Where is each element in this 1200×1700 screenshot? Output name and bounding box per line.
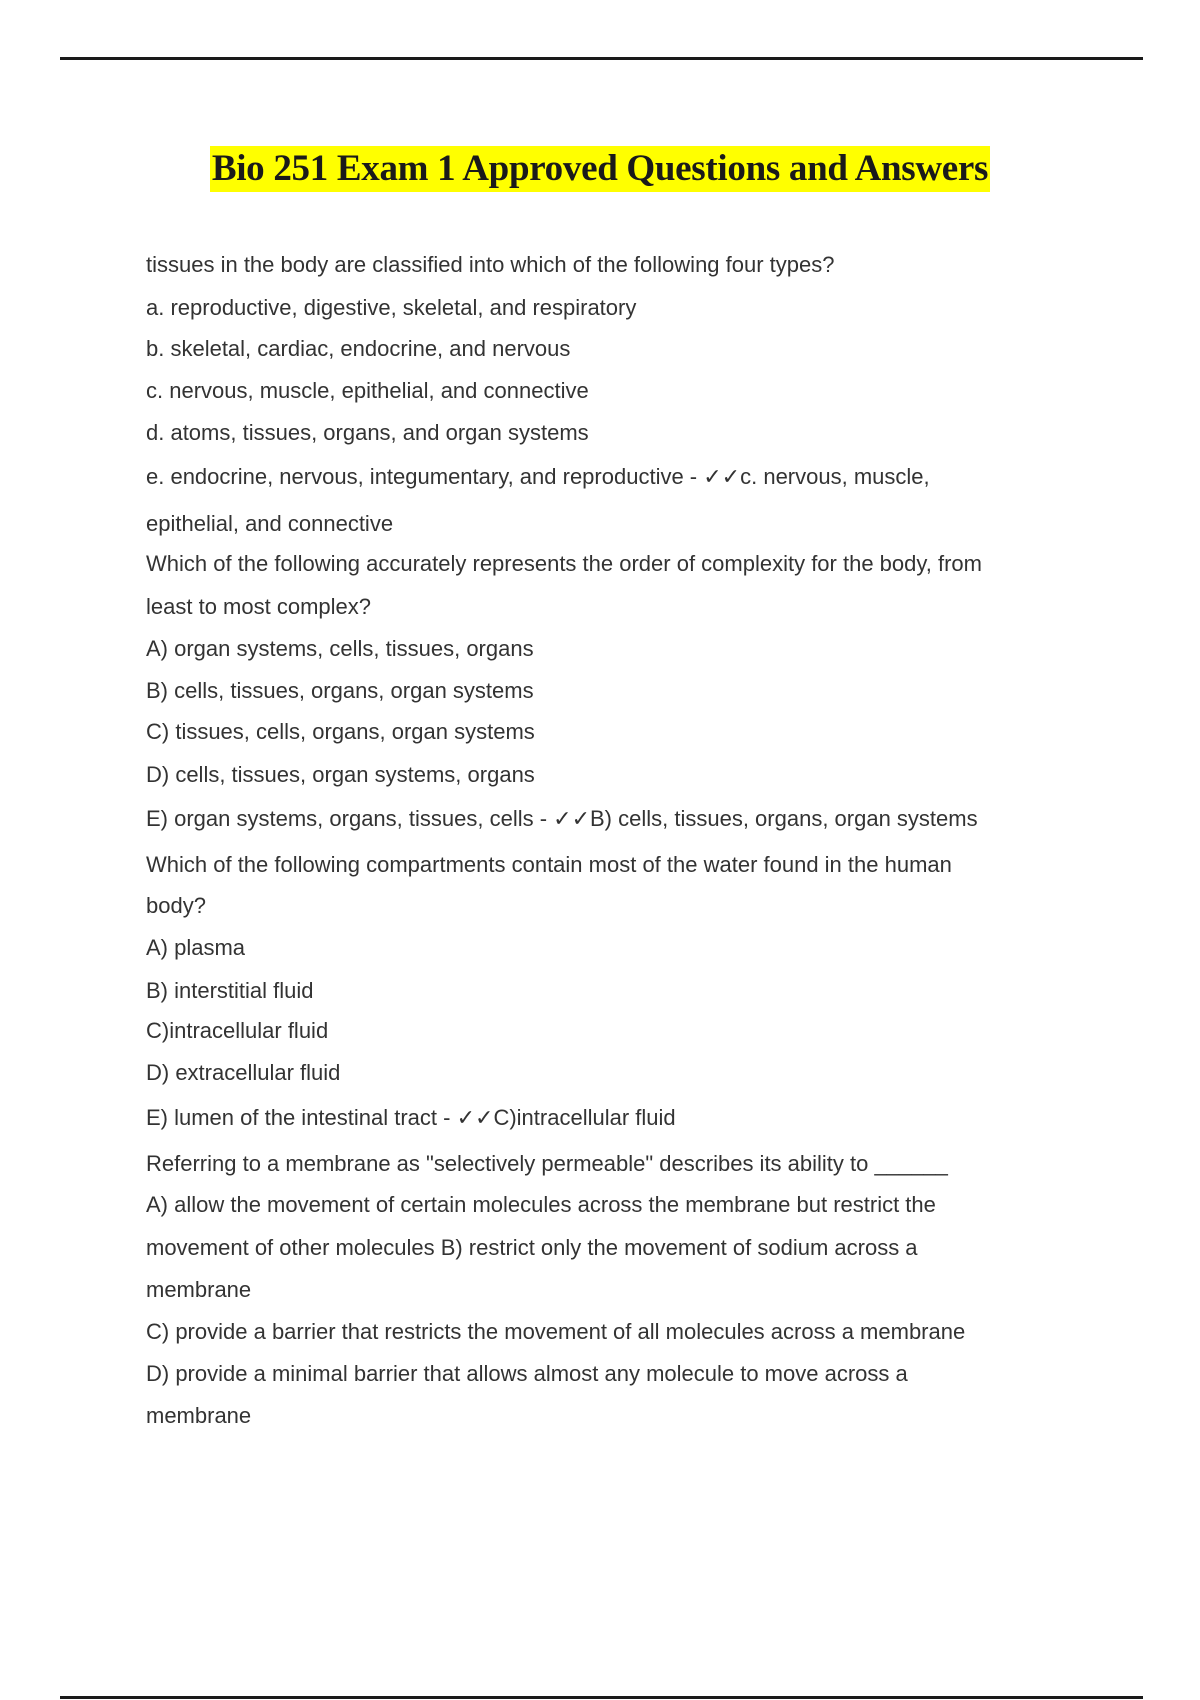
answer-option-with-answer: E) organ systems, organs, tissues, cells - ✓✓B) cells, tissues, organs, organ systems [146,806,978,831]
question-text: body? [146,893,206,918]
answer-option: membrane [146,1277,252,1302]
question-text: Which of the following accurately represents the order of complexity for the body, from [146,551,982,576]
page-title: Bio 251 Exam 1 Approved Questions and Answers [210,146,990,192]
answer-option: C) provide a barrier that restricts the movement of all molecules across a membrane [146,1319,966,1344]
answer-option: B) interstitial fluid [146,978,314,1003]
question-text: Which of the following compartments contain most of the water found in the human [146,852,952,877]
answer-option: a. reproductive, digestive, skeletal, and respiratory [146,295,637,320]
answer-option: A) allow the movement of certain molecules across the membrane but restrict the [146,1192,936,1217]
answer-text: epithelial, and connective [146,511,394,536]
bottom-divider [60,1696,1143,1699]
answer-option: membrane [146,1403,252,1428]
question-text: tissues in the body are classified into which of the following four types? [146,252,835,277]
answer-option: D) cells, tissues, organ systems, organs [146,762,535,787]
question-text: least to most complex? [146,594,371,619]
answer-option: D) extracellular fluid [146,1060,341,1085]
answer-option: D) provide a minimal barrier that allows almost any molecule to move across a [146,1361,908,1386]
title-container [0,146,1200,192]
answer-option: b. skeletal, cardiac, endocrine, and nervous [146,336,571,361]
answer-option: B) cells, tissues, organs, organ systems [146,678,534,703]
answer-option-with-answer: E) lumen of the intestinal tract - ✓✓C)intracellular fluid [146,1105,676,1130]
answer-option: A) organ systems, cells, tissues, organs [146,636,534,661]
answer-option: d. atoms, tissues, organs, and organ systems [146,420,589,445]
top-divider [60,57,1143,60]
answer-option: C)intracellular fluid [146,1018,329,1043]
answer-option: c. nervous, muscle, epithelial, and connective [146,378,589,403]
answer-option: A) plasma [146,935,246,960]
answer-option: C) tissues, cells, organs, organ systems [146,719,535,744]
answer-option: movement of other molecules B) restrict only the movement of sodium across a [146,1235,918,1260]
question-text: Referring to a membrane as "selectively permeable" describes its ability to ______ [146,1151,948,1176]
answer-option-with-answer: e. endocrine, nervous, integumentary, and reproductive - ✓✓c. nervous, muscle, [146,464,930,489]
